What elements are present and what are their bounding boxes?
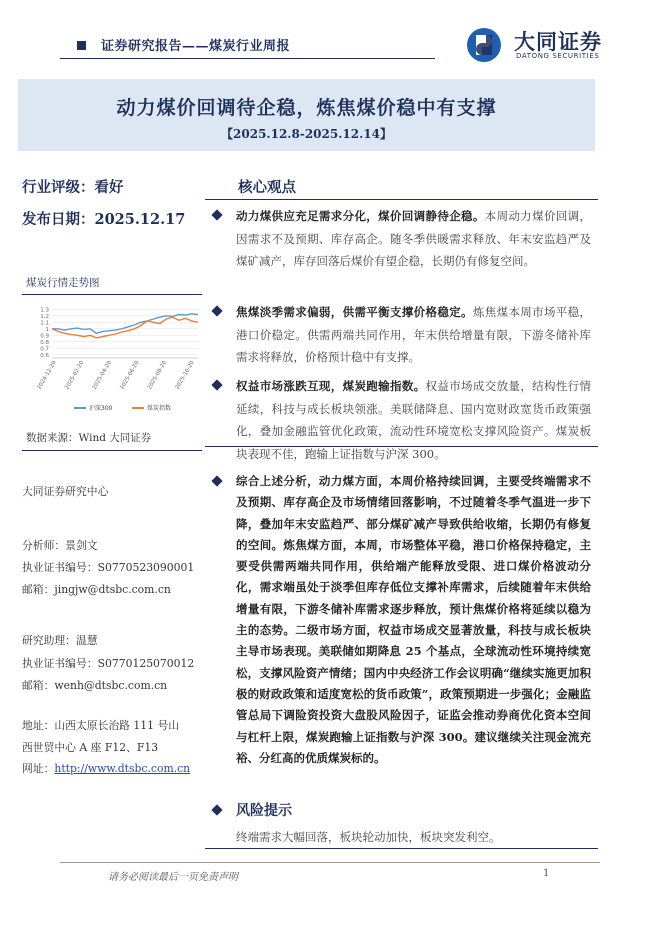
logo-chinese-name: 大同证券 [514,30,602,54]
risk-text: 终端需求大幅回落，板块轮动加快，板块突发利空。 [236,830,501,844]
core-point-equity-market [236,375,591,465]
report-type: 证券研究报告——煤炭行业周报 [101,39,291,54]
disclaimer-note: 请务必阅读最后一页免责声明 [108,872,238,883]
core-views-divider [205,199,598,200]
y-tick-label: 1.1 [40,320,49,327]
x-tick-label: 2025-06-20 [119,360,141,391]
x-tick-label: 2025-10-20 [174,360,196,391]
chart-title-divider [22,294,202,295]
risk-divider [205,848,598,849]
bullet-diamond-icon [211,305,222,316]
y-tick-label: 0.6 [40,352,49,359]
y-tick-label: 1 [45,326,49,333]
data-source: 数据来源：Wind 大同证券 [26,432,152,444]
series-line-沪深300 [52,314,198,334]
header-marker [77,41,86,50]
y-tick-label: 0.8 [40,339,49,346]
bullet-diamond-icon [211,804,222,815]
core-views-heading: 核心观点 [238,179,296,196]
core-point-coking-coal [236,301,591,369]
industry-rating: 行业评级：看好 [22,179,124,196]
risk-heading: 风险提示 [236,803,292,819]
x-tick-label: 2024-12-20 [36,360,58,391]
x-tick-label: 2025-02-20 [64,360,86,391]
legend-label: 煤炭指数 [147,405,172,412]
report-period: 【2025.12.8-2025.12.14】 [221,127,392,141]
bullet-diamond-icon [211,209,222,220]
publish-date: 发布日期：2025.12.17 [22,211,186,228]
y-tick-label: 0.7 [40,346,49,353]
logo-english-name: DATONG SECURITIES [516,52,600,60]
analyst-email: 邮箱：jingjw@dtsbc.com.cn [22,583,171,596]
chart-title: 煤炭行情走势图 [26,277,100,289]
summary-divider [205,446,598,447]
assistant-email: 邮箱：wenh@dtsbc.com.cn [22,679,168,692]
core-summary: 综合上述分析，动力煤方面，本周价格持续回调，主要受终端需求不及预期、库存高企及市场情绪回落影响，不过随着冬季气温进一步下降，叠加年末安监趋严、部分煤矿减产导致供给收缩，长期仍有修复的空间。炼焦煤方面，本周，市场整体平稳，港口价格保持稳定，主要受供需两端共同作用，供给端产能释放受限、进口煤价格波动分化，需求端虽处于淡季但库存低位支撑补库需求，后续随着年末供给增量有限，下游冬储补库需求逐步释放，预计焦煤价格将延续以稳为主的态势。二级市场方面，权益市场成交显著放量，科技与成长板块主导市场表现。美联储如期降息 25 个基点，全球流动性环境持续宽松，支撑风险资产情绪；国内中央经济工作会议明确“继续实施更加积极的财政政策和适度宽松的货币政策”，政策预期进一步强化；金融监管总局下调险资投资大盘股风险因子，证监会推动券商优化资本空间与杠杆上限，煤炭跑输上证指数与沪深 300。建议继续关注现金流充裕、分红高的优质煤炭标的。 [236,474,591,765]
point-headline: 动力煤供应充足需求分化，煤价回调静待企稳。 [236,209,485,223]
header-divider [60,58,435,59]
y-tick-label: 1.3 [40,307,49,314]
address-line-1: 地址：山西太原长治路 111 号山 [22,719,180,732]
legend-label: 沪深300 [89,405,113,412]
website [22,761,190,776]
website-link[interactable]: http://www.dtsbc.com.cn [54,762,191,775]
footer-divider [60,862,600,863]
x-tick-label: 2025-04-20 [91,360,113,391]
website-label: 网址： [22,762,55,775]
assistant-name: 研究助理：温慧 [22,634,98,647]
coal-trend-chart [22,300,204,418]
source-divider [22,450,202,451]
point-body: 炼焦煤本周市场平稳，港口价稳定。供需两端共同作用，年末供给增量有限，下游冬储补库需求将释放，价格预计稳中有支撑。 [236,305,592,365]
analyst-name: 分析师：景剑文 [22,539,98,552]
y-tick-label: 1.2 [40,313,49,320]
y-tick-label: 0.9 [40,333,49,340]
research-center: 大同证券研究中心 [22,485,109,498]
point-headline: 焦煤淡季需求偏弱，供需平衡支撑价格稳定。 [236,305,473,319]
point-body: 权益市场成交放量，结构性行情延续，科技与成长板块领涨。美联储降息、国内宽财政宽货币政策强化，叠加金融监管优化政策，流动性环境宽松支撑风险资产。煤炭板块表现不佳，跑输上证指数与沪深 300。 [236,379,591,461]
page-number: 1 [543,868,550,879]
point-headline: 权益市场涨跌互现，煤炭跑输指数。 [236,379,426,393]
assistant-cert: 执业证书编号：S0770125070012 [22,657,195,670]
bullet-diamond-icon [211,379,222,390]
address-line-2: 西世贸中心 A 座 F12、F13 [22,741,159,754]
x-tick-label: 2025-08-20 [146,360,169,391]
point-body: 本周动力煤价回调，因需求不及预期、库存高企。随冬季供暖需求释放、年末安监趋严及煤矿减产，库存回落后煤价有望企稳，长期仍有修复空间。 [236,209,592,269]
bullet-diamond-icon [211,475,222,486]
report-title: 动力煤价回调待企稳，炼焦煤价稳中有支撑 [116,97,497,119]
analyst-cert: 执业证书编号：S0770523090001 [22,561,195,574]
core-point-thermal-coal [236,205,591,273]
